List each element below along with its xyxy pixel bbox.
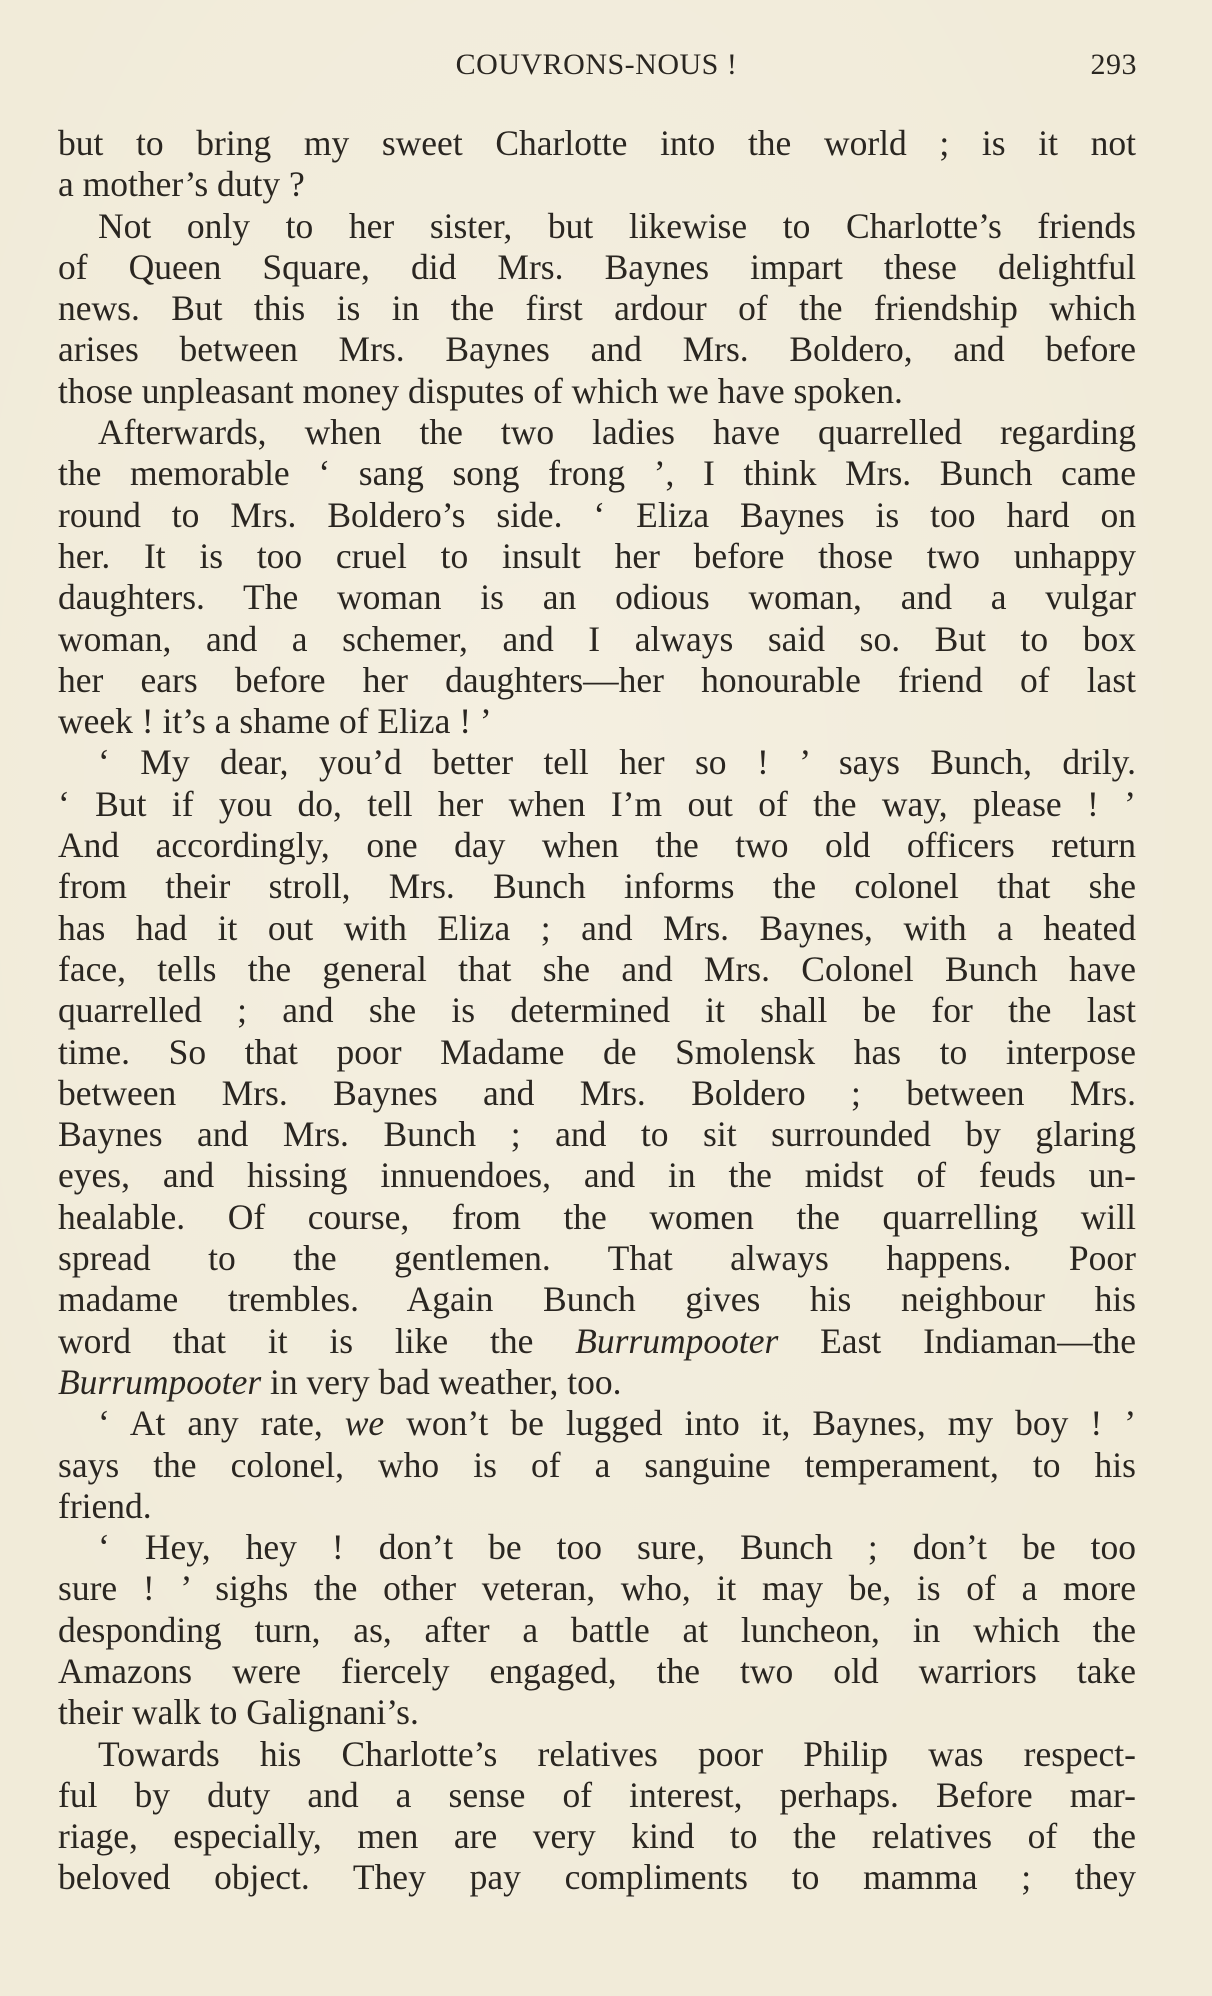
body-text <box>58 123 1136 1899</box>
text-line-with-italic <box>58 1321 1136 1362</box>
text-line: time. So that poor Madame de Smolensk has to interpose <box>58 1031 1136 1072</box>
text-line: And accordingly, one day when the two old officers return <box>58 825 1136 866</box>
running-head: COUVRONS-NOUS ! <box>455 48 738 81</box>
text-line: those unpleasant money disputes of which we have spoken. <box>58 370 903 411</box>
text-line: her. It is too cruel to insult her before those two unhappy <box>58 535 1136 576</box>
text-line: a mother’s duty ? <box>58 164 305 205</box>
text-line: Towards his Charlotte’s relatives poor Philip was respect- <box>98 1733 1136 1774</box>
text-line: their walk to Galignani’s. <box>58 1692 419 1733</box>
text-line: says the colonel, who is of a sanguine temperament, to his <box>58 1444 1136 1485</box>
text-line: healable. Of course, from the women the quarrelling will <box>58 1196 1136 1237</box>
text-line: eyes, and hissing innuendoes, and in the midst of feuds un- <box>58 1155 1136 1196</box>
page-number: 293 <box>1090 48 1137 81</box>
text-line: spread to the gentlemen. That always happens. Poor <box>58 1238 1136 1279</box>
italic-ship-name: Burrumpooter <box>575 1320 779 1361</box>
text-segment: ‘ At any rate, <box>98 1403 323 1444</box>
text-line: news. But this is in the first ardour of the friendship which <box>58 288 1136 329</box>
text-line: woman, and a schemer, and I always said so. But to box <box>58 618 1136 659</box>
italic-word: we <box>344 1403 385 1444</box>
text-line: but to bring my sweet Charlotte into the world ; is it not <box>58 123 1136 163</box>
italic-ship-name: Burrumpooter <box>58 1361 262 1402</box>
text-line: has had it out with Eliza ; and Mrs. Baynes, with a heated <box>58 907 1136 948</box>
text-line: face, tells the general that she and Mrs. Colonel Bunch have <box>58 948 1136 989</box>
text-line: desponding turn, as, after a battle at luncheon, in which the <box>58 1609 1136 1650</box>
text-line: arises between Mrs. Baynes and Mrs. Boldero, and before <box>58 329 1136 370</box>
text-line: ‘ But if you do, tell her when I’m out of the way, please ! ’ <box>58 783 1136 824</box>
text-line: madame trembles. Again Bunch gives his neighbour his <box>58 1279 1136 1320</box>
text-line: from their stroll, Mrs. Bunch informs the colonel that she <box>58 866 1136 907</box>
text-line-with-italic <box>58 1403 1136 1444</box>
text-line: the memorable ‘ sang song frong ’, I think Mrs. Bunch came <box>58 453 1136 494</box>
page-header <box>56 48 1137 92</box>
text-line: between Mrs. Baynes and Mrs. Boldero ; between Mrs. <box>58 1072 1136 1113</box>
text-line: riage, especially, men are very kind to the relatives of the <box>58 1816 1136 1857</box>
text-line: her ears before her daughters—her honourable friend of last <box>58 659 1136 700</box>
text-line: beloved object. They pay compliments to mamma ; they <box>58 1857 1136 1898</box>
text-line: Amazons were fiercely engaged, the two old warriors take <box>58 1650 1136 1691</box>
text-line: sure ! ’ sighs the other veteran, who, it may be, is of a more <box>58 1568 1136 1609</box>
text-line: of Queen Square, did Mrs. Baynes impart these delightful <box>58 246 1136 287</box>
text-line-with-italic <box>58 1362 1136 1403</box>
text-line: round to Mrs. Boldero’s side. ‘ Eliza Baynes is too hard on <box>58 494 1136 535</box>
text-line: Afterwards, when the two ladies have quarrelled regarding <box>98 412 1136 453</box>
text-line: Baynes and Mrs. Bunch ; and to sit surrounded by glaring <box>58 1114 1136 1155</box>
text-line: week ! it’s a shame of Eliza ! ’ <box>58 701 492 742</box>
text-segment: won’t be lugged into it, Baynes, my boy ! ’ <box>406 1403 1137 1444</box>
text-line: ful by duty and a sense of interest, perhaps. Before mar- <box>58 1774 1136 1815</box>
text-line: ‘ My dear, you’d better tell her so ! ’ says Bunch, drily. <box>98 742 1136 783</box>
text-segment: word that it is like the <box>58 1320 534 1361</box>
text-segment: in very bad weather, too. <box>270 1361 622 1402</box>
text-line: quarrelled ; and she is determined it shall be for the last <box>58 990 1136 1031</box>
text-segment: East Indiaman—the <box>820 1320 1136 1361</box>
text-line: friend. <box>58 1485 152 1526</box>
text-line: daughters. The woman is an odious woman, and a vulgar <box>58 577 1136 618</box>
text-line: ‘ Hey, hey ! don’t be too sure, Bunch ; don’t be too <box>98 1527 1136 1568</box>
text-line: Not only to her sister, but likewise to Charlotte’s friends <box>98 205 1136 246</box>
